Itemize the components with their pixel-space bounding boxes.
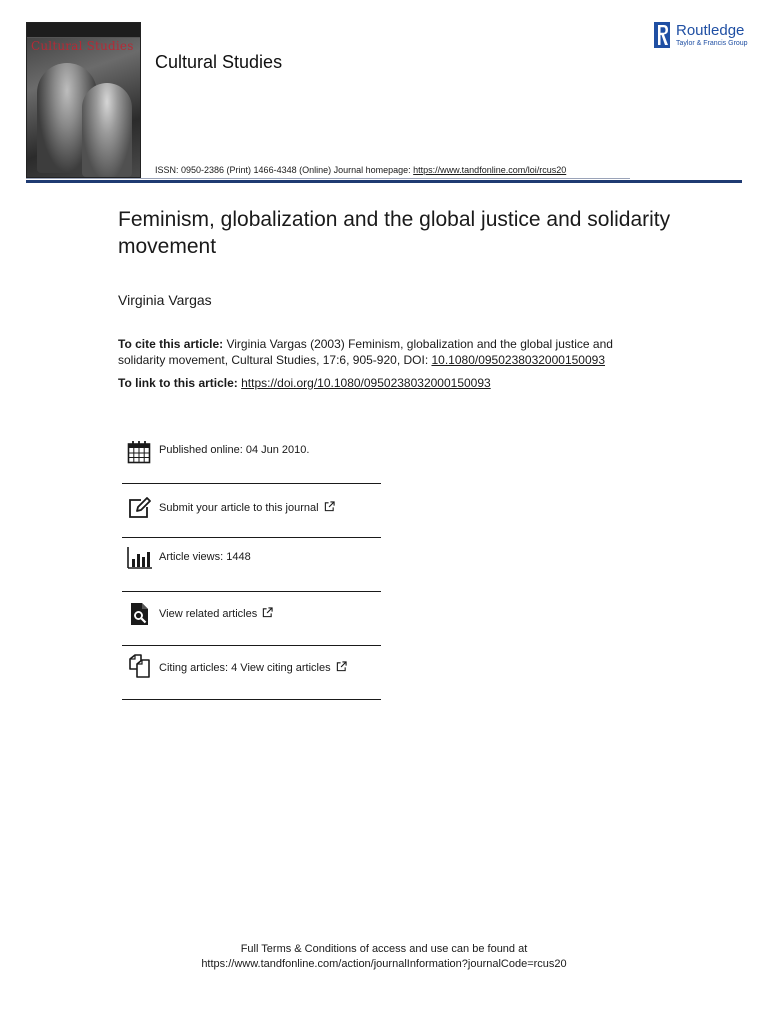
info-row-citing[interactable] [122, 646, 381, 700]
citing-pages-icon [127, 654, 151, 678]
journal-homepage-link[interactable]: https://www.tandfonline.com/loi/rcus20 [413, 165, 567, 175]
edit-icon [127, 496, 151, 520]
header-rule-thin [26, 178, 630, 179]
info-row-published [122, 430, 381, 484]
info-row-submit[interactable] [122, 484, 381, 538]
article-views-text: Article views: 1448 [159, 551, 251, 563]
published-date-text: Published online: 04 Jun 2010. [159, 444, 310, 456]
issn-text: ISSN: 0950-2386 (Print) 1466-4348 (Online) Journal homepage: [155, 165, 414, 175]
article-info-list [122, 430, 381, 700]
cover-top-strip [27, 23, 140, 38]
submit-article-label: Submit your article to this journal [159, 502, 319, 514]
submit-article-link[interactable] [159, 501, 335, 514]
cover-title: Cultural Studies [31, 39, 134, 53]
article-title: Feminism, globalization and the global justice and solidarity movement [118, 208, 671, 258]
external-link-icon [324, 501, 335, 512]
footer-terms [0, 942, 768, 972]
link-label: To link to this article: [118, 376, 242, 390]
publisher-name: Routledge [676, 22, 745, 39]
article-doi-link[interactable]: https://doi.org/10.1080/0950238032000150093 [241, 376, 491, 390]
header-rule-thick [26, 180, 742, 183]
external-link-icon [336, 661, 347, 672]
cover-photo-figure [82, 83, 132, 177]
info-row-related[interactable] [122, 592, 381, 646]
info-row-views [122, 538, 381, 592]
citing-articles-link[interactable] [159, 661, 347, 674]
publisher-logo [654, 22, 754, 50]
cite-doi-link[interactable]: 10.1080/0950238032000150093 [431, 352, 605, 367]
related-articles-label: View related articles [159, 608, 258, 620]
article-author: Virginia Vargas [118, 292, 212, 308]
external-link-icon [262, 607, 273, 618]
journal-cover-image [26, 22, 141, 178]
related-articles-link[interactable] [159, 607, 273, 620]
journal-name: Cultural Studies [155, 52, 283, 72]
footer-terms-link[interactable]: https://www.tandfonline.com/action/journalInformation?journalCode=rcus20 [201, 958, 567, 970]
document-search-icon [127, 602, 151, 626]
routledge-r-icon [654, 22, 670, 48]
publisher-subtitle: Taylor & Francis Group [676, 40, 748, 47]
cite-text: Virginia Vargas (2003) Feminism, globalization and the global justice and solidarity movement, Cultural Studies, 17:6, 905-920, DOI: [118, 337, 613, 367]
citation-block [118, 337, 658, 368]
footer-line-1: Full Terms & Conditions of access and use can be found at [240, 943, 528, 955]
calendar-icon [127, 440, 151, 464]
issn-line [155, 165, 566, 175]
link-block [118, 376, 491, 390]
citing-articles-label: Citing articles: 4 View citing articles [159, 662, 331, 674]
bar-chart-icon [127, 546, 153, 570]
cite-label: To cite this article: [118, 337, 224, 351]
